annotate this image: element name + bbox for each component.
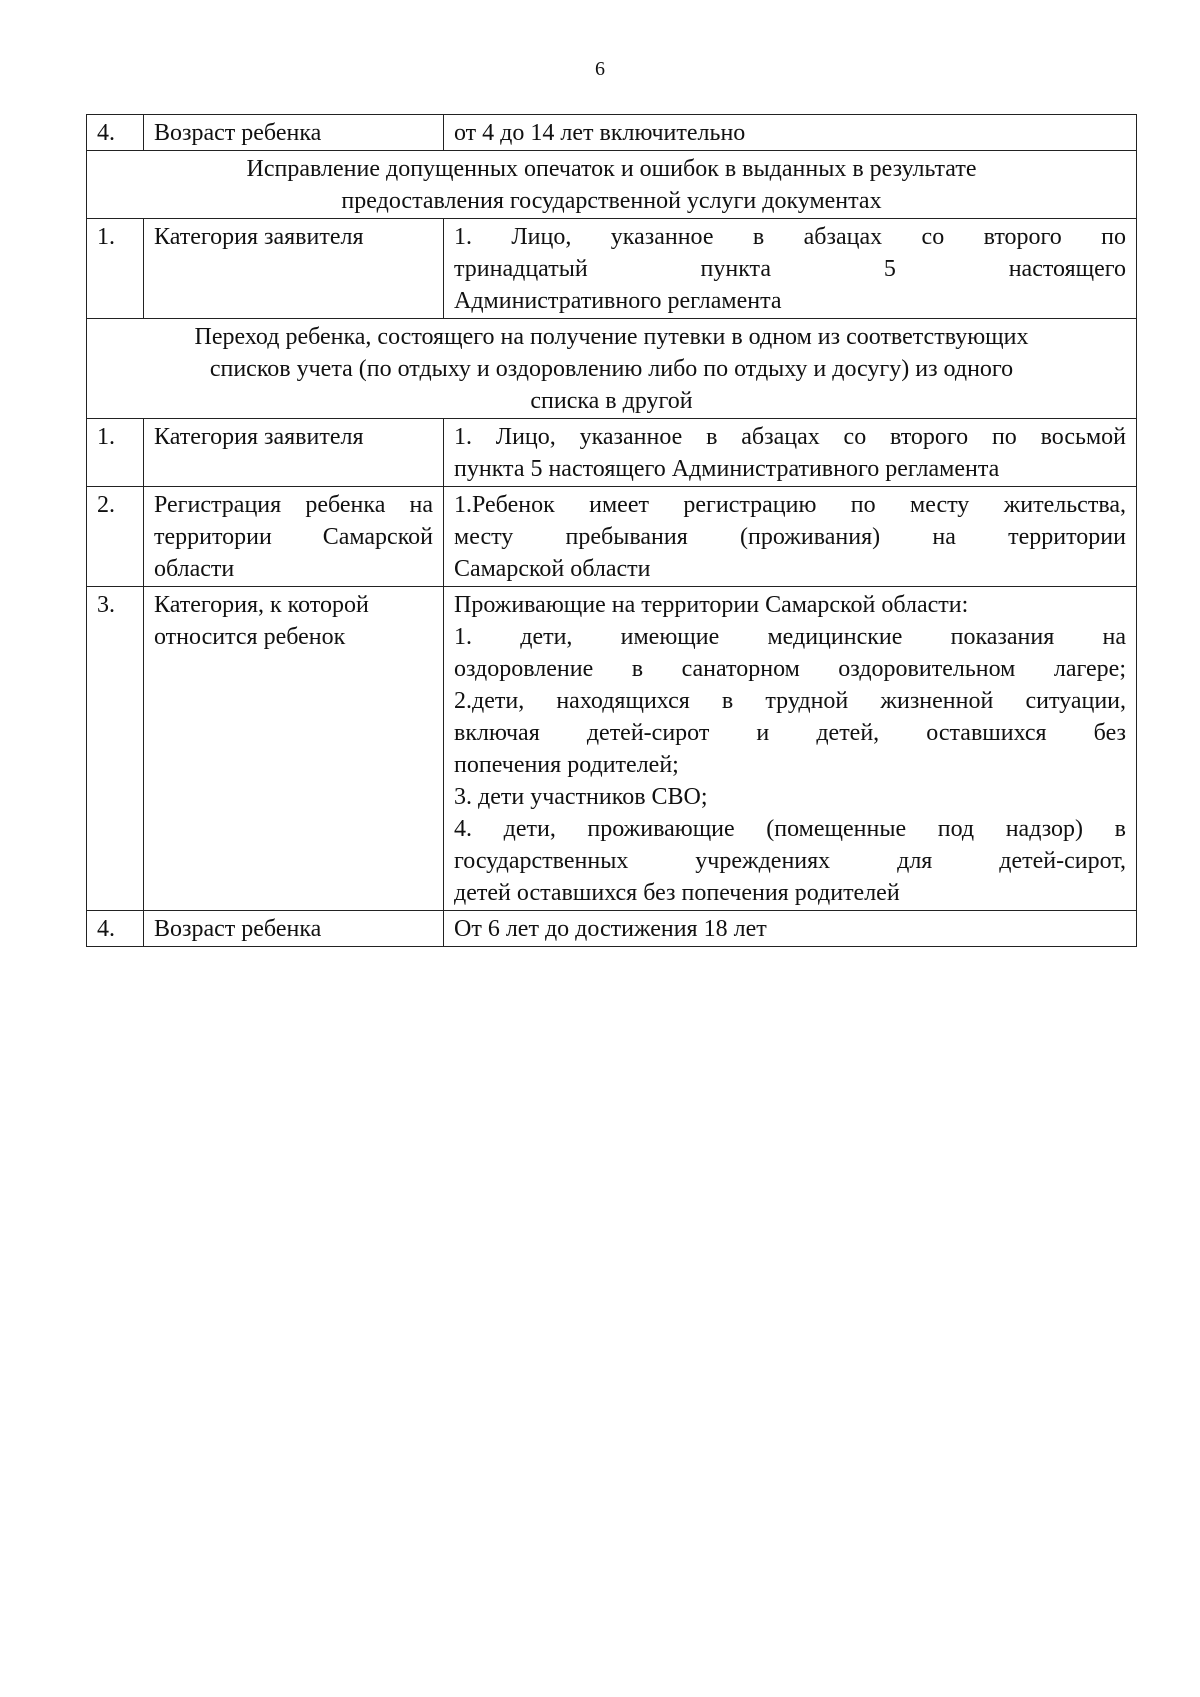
row-value-line: 2.дети, находящихся в трудной жизненной ситуации, [454,688,1126,714]
row-value-line: Проживающие на территории Самарской области: [454,592,969,618]
row-value-line: 1. Лицо, указанное в абзацах со второго по [454,224,1126,250]
row-label-line: Категория, к которой [154,592,369,618]
row-number: 1. [87,219,144,319]
table-row [87,487,1137,587]
row-label-line: области [154,556,235,582]
row-label [144,587,444,911]
row-value-line: 1. Лицо, указанное в абзацах со второго по восьмой [454,424,1126,450]
row-value-line: тринадцатый пункта 5 настоящего [454,256,1126,282]
section-title-line: списка в другой [530,388,693,414]
row-value-line: 1.Ребенок имеет регистрацию по месту жительства, [454,492,1126,518]
section-title-line: предоставления государственной услуги документах [341,188,882,214]
row-label [144,487,444,587]
page-number: 6 [595,58,605,80]
row-label: Категория заявителя [144,219,444,319]
row-value-line: попечения родителей; [454,752,679,778]
row-number: 4. [87,911,144,947]
row-value-line: Самарской области [454,556,651,582]
row-value-line: детей оставшихся без попечения родителей [454,880,900,906]
row-value: От 6 лет до достижения 18 лет [444,911,1137,947]
row-label-line: территории Самарской [154,524,433,550]
table-row [87,115,1137,151]
section-title-line: Переход ребенка, состоящего на получение путевки в одном из соответствующих [194,324,1029,350]
row-value-line: 1. дети, имеющие медицинские показания на [454,624,1126,650]
row-value [444,419,1137,487]
section-title-line: Исправление допущенных опечаток и ошибок в выданных в результате [246,156,977,182]
row-value-line: пункта 5 настоящего Административного регламента [454,456,1000,482]
row-value-line: государственных учреждениях для детей-сирот, [454,848,1126,874]
row-value-line: оздоровление в санаторном оздоровительном лагере; [454,656,1126,682]
row-label: Возраст ребенка [144,115,444,151]
row-value-line: включая детей-сирот и детей, оставшихся без [454,720,1126,746]
row-number: 4. [87,115,144,151]
row-value [444,219,1137,319]
row-number: 1. [87,419,144,487]
row-value-line: месту пребывания (проживания) на территории [454,524,1126,550]
row-number: 3. [87,587,144,911]
row-value-line: Административного регламента [454,288,782,314]
table-row [87,219,1137,319]
table-row [87,911,1137,947]
row-label-line: относится ребенок [154,624,346,650]
document-table [86,114,1137,947]
row-label-line: Регистрация ребенка на [154,492,433,518]
row-value-line: 4. дети, проживающие (помещенные под надзор) в [454,816,1126,842]
row-value-line: 3. дети участников СВО; [454,784,708,810]
table-row [87,419,1137,487]
row-label: Возраст ребенка [144,911,444,947]
section-header-row [87,151,1137,219]
section-title [87,151,1137,219]
section-header-row [87,319,1137,419]
row-number: 2. [87,487,144,587]
row-label: Категория заявителя [144,419,444,487]
section-title-line: списков учета (по отдыху и оздоровлению либо по отдыху и досугу) из одного [209,356,1014,382]
section-title [87,319,1137,419]
row-value [444,487,1137,587]
row-value [444,587,1137,911]
table-row [87,587,1137,911]
row-value: от 4 до 14 лет включительно [444,115,1137,151]
